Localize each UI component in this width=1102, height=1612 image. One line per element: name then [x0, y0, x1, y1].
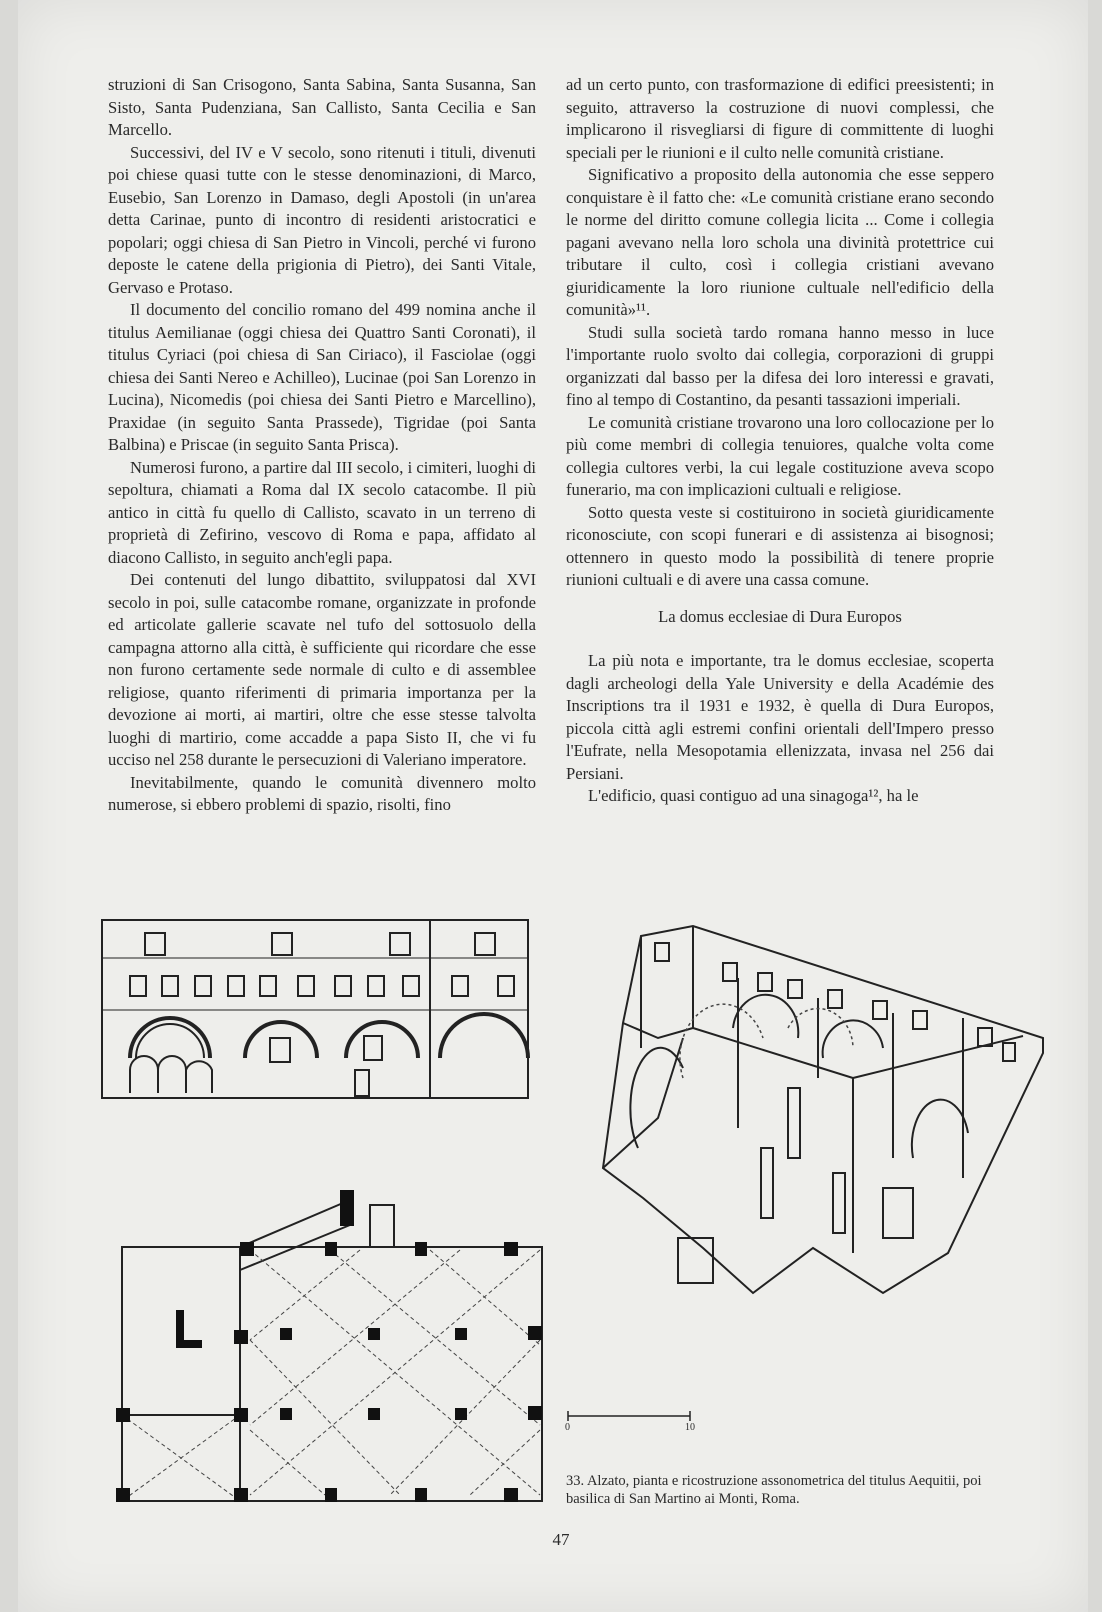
paragraph: Le comunità cristiane trovarono una loro collocazione per lo più come membri di collegia tenuiores, qualche volta come collegia cultores verbi, la cui legale costituzione aveva scopo funerario, ma con implicazioni cultuali e religiose. [566, 412, 994, 499]
paragraph: Dei contenuti del lungo dibattito, sviluppatosi dal XVI secolo in poi, sulle catacombe romane, organizzate in profonde ed articolate gallerie scavate nel tufo del sottosuolo della campagna attorno alla città, è sufficiente qui ricordare che esse non furono certamente sede normale di culto e di assemblee religiose, quanto riferimenti di primaria importanza per la devozione ai morti, ai martiri, oltre che esse stesse talvolta luoghi di martirio, come accadde a papa Sisto II, che vi fu ucciso nel 258 durante le persecuzioni di Valeriano imperatore. [108, 570, 536, 769]
floor-plan-drawing [100, 1190, 552, 1512]
elevation-drawing [100, 918, 552, 1100]
page-number: 47 [552, 1530, 570, 1549]
scale-label-ten: 10 [685, 1422, 695, 1433]
paragraph: Numerosi furono, a partire dal III secolo, i cimiteri, luoghi di sepoltura, chiamati a Roma dal IX secolo catacombe. Il più antico in città fu quello di Callisto, scavato in un terreno di proprietà di Zefirino, vescovo di Roma e papa, affidato al diacono Callisto, in seguito anch'egli papa. [108, 457, 536, 567]
figure-caption: 33. Alzato, pianta e ricostruzione assonometrica del titulus Aequitii, poi basilica di San Martino ai Monti, Roma. [566, 1473, 982, 1507]
book-page [18, 0, 1088, 1612]
paragraph: Il documento del concilio romano del 499 nomina anche il titulus Aemilianae (oggi chiesa dei Quattro Santi Coronati), il titulus Cyriaci (poi chiesa di San Ciriaco), il Fasciolae (oggi chiesa dei Santi Nereo e Achilleo), Lucinae (poi San Lorenzo in Lucina), Nicomedis (poi chiesa dei Santi Pietro e Marcellino), Praxidae (in seguito Santa Prassede), Tigridae (poi Santa Balbina) e Priscae (in seguito Santa Prisca). [108, 300, 536, 454]
paragraph: Sotto questa veste si costituirono in società giuridicamente riconosciute, con scopi funerari e di assistenza ai bisognosi; ottennero in questo modo la possibilità di tenere proprie riunioni cultuali e di avere una cassa comune. [566, 502, 994, 589]
section-subheading: La domus ecclesiae di Dura Europos [658, 606, 902, 626]
paragraph: Successivi, del IV e V secolo, sono ritenuti i tituli, divenuti poi chiese quasi tutte con le stesse denominazioni, di Marco, Eusebio, San Lorenzo in Damaso, degli Apostoli (in un'area detta Carinae, punto di incontro di residenti aristocratici e popolari; oggi chiesa di San Pietro in Vincoli, perché vi furono deposte le catene della prigionia di Pietro), dei Santi Vitale, Gervaso e Protaso. [108, 142, 536, 297]
scale-label-zero: 0 [565, 1422, 570, 1433]
right-text-column [566, 74, 994, 808]
paragraph: struzioni di San Crisogono, Santa Sabina, Santa Susanna, San Sisto, Santa Pudenziana, San Callisto, Santa Cecilia e San Marcello. [108, 75, 536, 139]
paragraph: Studi sulla società tardo romana hanno messo in luce l'importante ruolo svolto dai collegia, corporazioni di gruppi organizzati dal basso per la difesa dei loro interessi e gravati, fino al tempo di Costantino, da pesanti tassazioni imperiali. [566, 322, 994, 409]
axonometric-reconstruction-drawing [583, 918, 1053, 1388]
paragraph: L'edificio, quasi contiguo ad una sinagoga¹², ha le [588, 786, 919, 805]
paragraph: La più nota e importante, tra le domus ecclesiae, scoperta dagli archeologi della Yale University e della Académie des Inscriptions tra il 1931 e 1932, è quella di Dura Europos, piccola città agli estremi confini orientali dell'Impero presso l'Eufrate, nella Mesopotamia ellenizzata, invasa nel 256 dai Persiani. [566, 651, 994, 783]
paragraph: ad un certo punto, con trasformazione di edifici preesistenti; in seguito, attraverso la costruzione di nuovi complessi, che implicarono il risvegliarsi di figure di committente di luoghi speciali per le riunioni e il culto nelle comunità cristiane. [566, 75, 994, 162]
paragraph: Significativo a proposito della autonomia che esse seppero conquistare è il fatto che: «Le comunità cristiane erano secondo le norme del diritto comune collegia licita ... Come i collegia pagani avevano nella loro schola una divinità protettrice cui tributare il culto, così i collegia cristiani avevano giuridicamente la loro riunione cultuale nell'edificio della comunità»¹¹. [566, 165, 994, 319]
left-text-column [108, 74, 536, 817]
paragraph: Inevitabilmente, quando le comunità divennero molto numerose, si ebbero problemi di spazio, risolti, fino [108, 772, 536, 814]
